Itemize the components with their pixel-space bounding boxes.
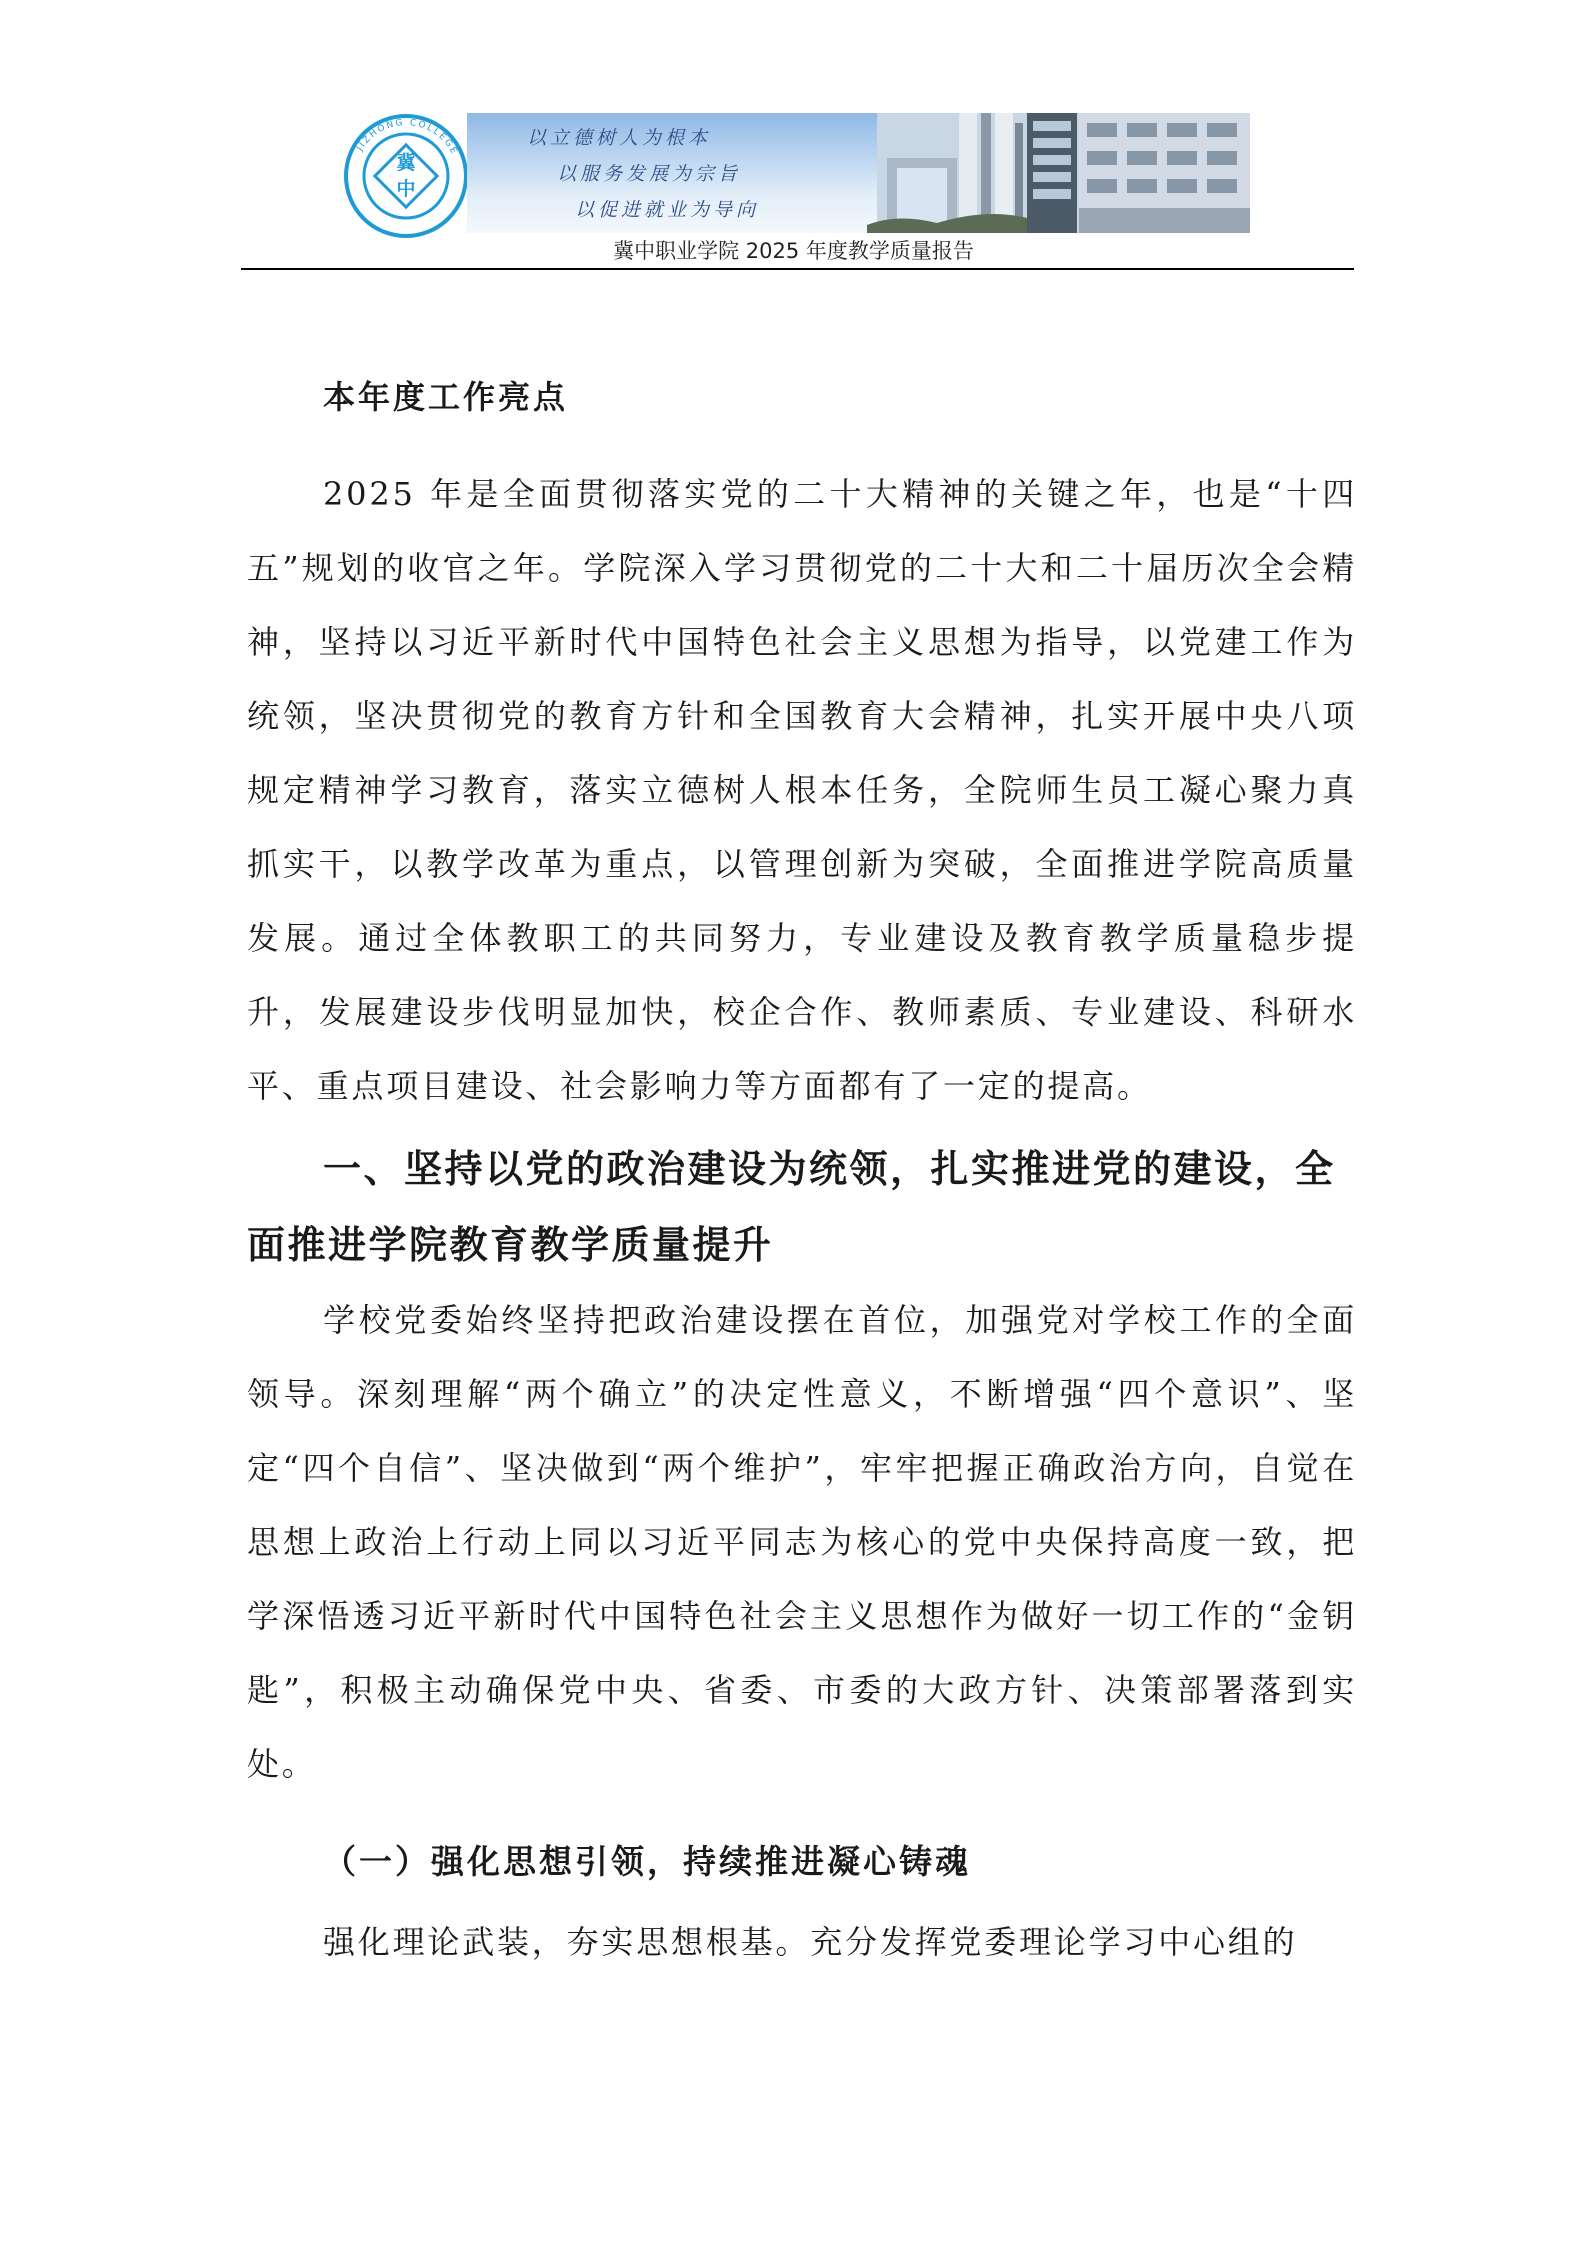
subsection-1-heading: （一）强化思想引领，持续推进凝心铸魂 [323, 1842, 971, 1881]
banner-motto-line-1: 以立德树人为根本 [527, 127, 712, 149]
banner-motto-line-2: 以服务发展为宗旨 [557, 163, 742, 185]
report-header-caption: 冀中职业学院 2025 年度教学质量报告 [613, 239, 974, 263]
intro-paragraph: 2025 年是全面贯彻落实党的二十大精神的关键之年，也是“十四五”规划的收官之年。学院深入学习贯彻党的二十大和二十届历次全会精神，坚持以习近平新时代中国特色社会主义思想为指导，以党建工作为统领，坚决贯彻党的教育方针和全国教育大会精神，扎实开展中央八项规定精神学习教育，落实立德树人根本任务，全院师生员工凝心聚力真抓实干，以教学改革为重点，以管理创新为突破，全面推进学院高质量发展。通过全体教职工的共同努力，专业建设及教育教学质量稳步提升，发展建设步伐明显加快，校企合作、教师素质、专业建设、科研水平、重点项目建设、社会影响力等方面都有了一定的提高。 [247, 475, 1357, 1105]
svg-text:中: 中 [396, 178, 416, 200]
college-seal-logo [343, 113, 469, 239]
highlights-title: 本年度工作亮点 [323, 378, 569, 416]
document-body [247, 360, 1357, 1979]
header-banner [467, 113, 1250, 233]
subsection-1-paragraph: 强化理论武装，夯实思想根基。充分发挥党委理论学习中心组的 [323, 1923, 1298, 1961]
banner-motto-line-3: 以促进就业为导向 [575, 199, 760, 221]
header-divider [241, 268, 1354, 270]
svg-text:冀: 冀 [396, 152, 416, 174]
section-1-heading: 一、坚持以党的政治建设为统领，扎实推进党的建设，全面推进学院教育教学质量提升 [247, 1147, 1336, 1267]
section-1-paragraph: 学校党委始终坚持把政治建设摆在首位，加强党对学校工作的全面领导。深刻理解“两个确立”的决定性意义，不断增强“四个意识”、坚定“四个自信”、坚决做到“两个维护”，牢牢把握正确政治方向，自觉在思想上政治上行动上同以习近平同志为核心的党中央保持高度一致，把学深悟透习近平新时代中国特色社会主义思想作为做好一切工作的“金钥匙”，积极主动确保党中央、省委、市委的大政方针、决策部署落到实处。 [247, 1301, 1357, 1783]
seal-ring-text: JIZHONG COLLEGE [355, 117, 460, 158]
